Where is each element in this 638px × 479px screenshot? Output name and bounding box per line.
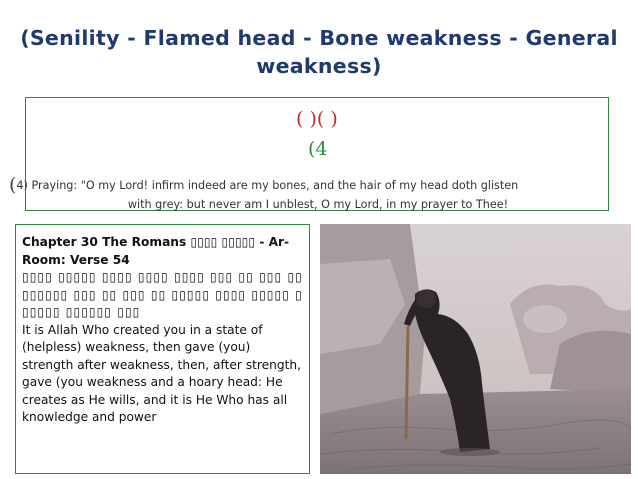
chapter-translation: It is Allah Who created you in a state of (helpless) weakness, then gave (you) strength after weakness, then, after strength, gave (you weakness and a hoary head: He creates as He wills, and it is He Who has all knowledge and power: [22, 322, 301, 424]
slide-title: (Senility - Flamed head - Bone weakness - General weakness): [20, 26, 618, 78]
arabic-verse-text: ( )( ): [296, 108, 338, 130]
verse-box: [9, 97, 609, 211]
elderly-woman-photo: [320, 224, 631, 474]
arabic-verse-number: (4: [308, 138, 328, 160]
chapter-heading: Chapter 30 The Romans ▯▯▯▯ ▯▯▯▯▯ - Ar-Room: Verse 54: [22, 235, 290, 267]
verse-translation-line-2: with grey: but never am I unblest, O my Lord, in my prayer to Thee!: [127, 198, 509, 211]
translation-text-1: 4) Praying: "O my Lord! infirm indeed are my bones, and the hair of my head doth glisten: [16, 179, 519, 192]
photo-illustration: [320, 224, 631, 474]
verse-translation-line-1: [9, 174, 609, 196]
chapter-box: [15, 224, 310, 474]
arabic-placeholder-text: ▯▯▯▯ ▯▯▯▯▯ ▯▯▯▯ ▯▯▯▯ ▯▯▯▯ ▯▯▯ ▯▯ ▯▯▯ ▯▯ ▯▯▯▯▯▯ ▯▯▯ ▯▯ ▯▯▯ ▯▯ ▯▯▯▯▯ ▯▯▯▯ ▯▯▯▯▯ ▯▯▯▯▯▯ ▯▯▯▯▯▯ ▯▯▯: [22, 270, 303, 319]
open-paren: (: [9, 174, 17, 196]
